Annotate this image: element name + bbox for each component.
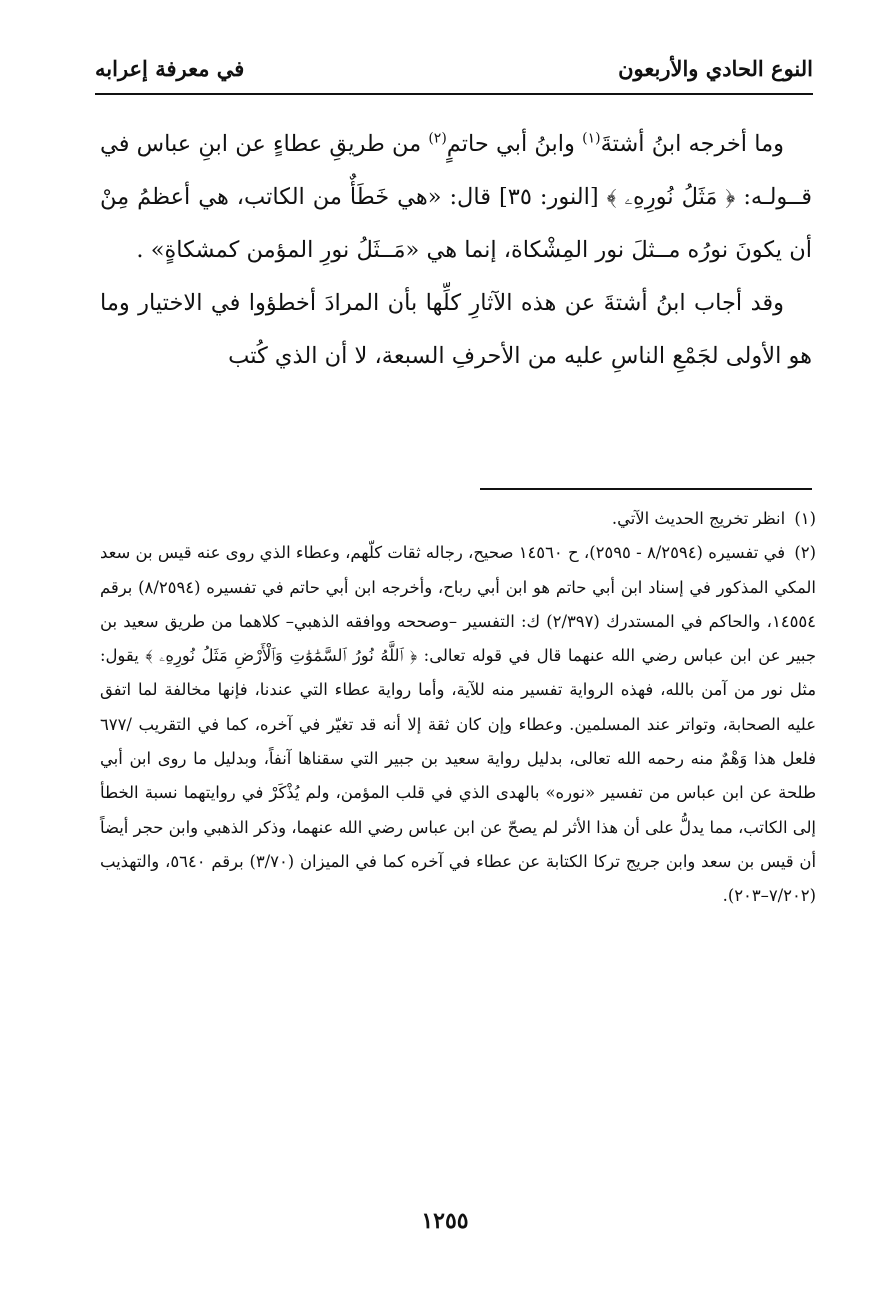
footnote-1: [100, 502, 816, 536]
main-text: [100, 118, 812, 383]
paragraph-1-part-a: وما أخرجه ابنُ أشتةَ: [600, 131, 785, 157]
paragraph-1-part-b: وابنُ أبي حاتمٍ: [446, 131, 583, 157]
footnote-number: (٢): [794, 543, 817, 563]
chapter-title: النوع الحادي والأربعون: [618, 55, 813, 81]
running-header: [95, 44, 813, 92]
chapter-topic: في معرفة إعرابه: [95, 55, 245, 81]
footnote-ref-2: (٢): [428, 130, 447, 147]
footnote-text: انظر تخريج الحديث الآتي.: [611, 509, 786, 528]
footnote-2: [100, 536, 816, 913]
footnotes: [100, 502, 816, 914]
page-number: ١٢٥٥: [421, 1208, 469, 1234]
paragraph-1: [100, 118, 812, 277]
header-rule: [95, 93, 813, 95]
footnote-ref-1: (١): [582, 130, 601, 147]
footnote-separator: [480, 488, 812, 490]
paragraph-2: وقد أجاب ابنُ أشتةَ عن هذه الآثارِ كلِّها بأن المرادَ أخطؤوا في الاختيار وما هو الأولى لجَمْعِ الناسِ عليه من الأحرفِ السبعة، لا أن الذي كُتب: [100, 290, 812, 369]
footnote-text: في تفسيره (٨/٢٥٩٤ - ٢٥٩٥)، ح ١٤٥٦٠ صحيح، رجاله ثقات كلّهم، وعطاء الذي روى عنه قيس بن سعد المكي المذكور في إسناد ابن أبي حاتم هو ابن أبي رباح، وأخرجه ابن أبي حاتم في تفسيره (٨/٢٥٩٤) برقم ١٤٥٥٤، والحاكم في المستدرك (٢/٣٩٧) ك: التفسير –وصححه ووافقه الذهبي– كلاهما من طريق سعيد بن جبير عن ابن عباس رضي الله عنهما قال في قوله تعالى: ﴿ ٱللَّهُ نُورُ ٱلسَّمَٰوَٰتِ وَٱلْأَرْضِ مَثَلُ نُورِهِۦ ﴾ يقول: مثل نور من آمن بالله، فهذه الرواية تفسير منه للآية، وأما رواية عطاء التي عندنا، فإنها مخالفة لما اتفق عليه الصحابة، وتواتر عند المسلمين. وعطاء وإن كان ثقة إلا أنه قد تغيّر في آخره، كما في التقريب /٦٧٧ فلعل هذا وَهْمٌ منه رحمه الله تعالى، بدليل رواية سعيد بن جبير التي سقناها آنفاً، وبدليل ما روى ابن أبي طلحة عن ابن عباس من تفسير «نوره» بالهدى الذي في قلب المؤمن، ولم يُذْكَرْ في روايتهما نسبة الخطأ إلى الكاتب، مما يدلُّ على أن هذا الأثر لم يصحّ عن ابن عباس رضي الله عنهما، وذكر الذهبي وابن حجر أيضاً أن قيس بن سعد وابن جريج تركا الكتابة عن عطاء في آخره كما في الميزان (٣/٧٠) برقم ٥٦٤٠، والتهذيب (٧/٢٠٢–٢٠٣).: [100, 543, 817, 906]
footnote-number: (١): [794, 509, 816, 528]
paragraph-1-part-c: من طريقِ عطاءٍ عن ابنِ عباس في قــولـه: ﴿ مَثَلُ نُورِهِۦ ﴾ [النور: ٣٥] قال: «هي خَطَأٌ من الكاتب، هي أعظمُ مِنْ أن يكونَ نورُه مــثلَ نور المِشْكاة، إنما هي «مَــثَلُ نورِ المؤمن كمشكاةٍ» .: [100, 131, 812, 263]
